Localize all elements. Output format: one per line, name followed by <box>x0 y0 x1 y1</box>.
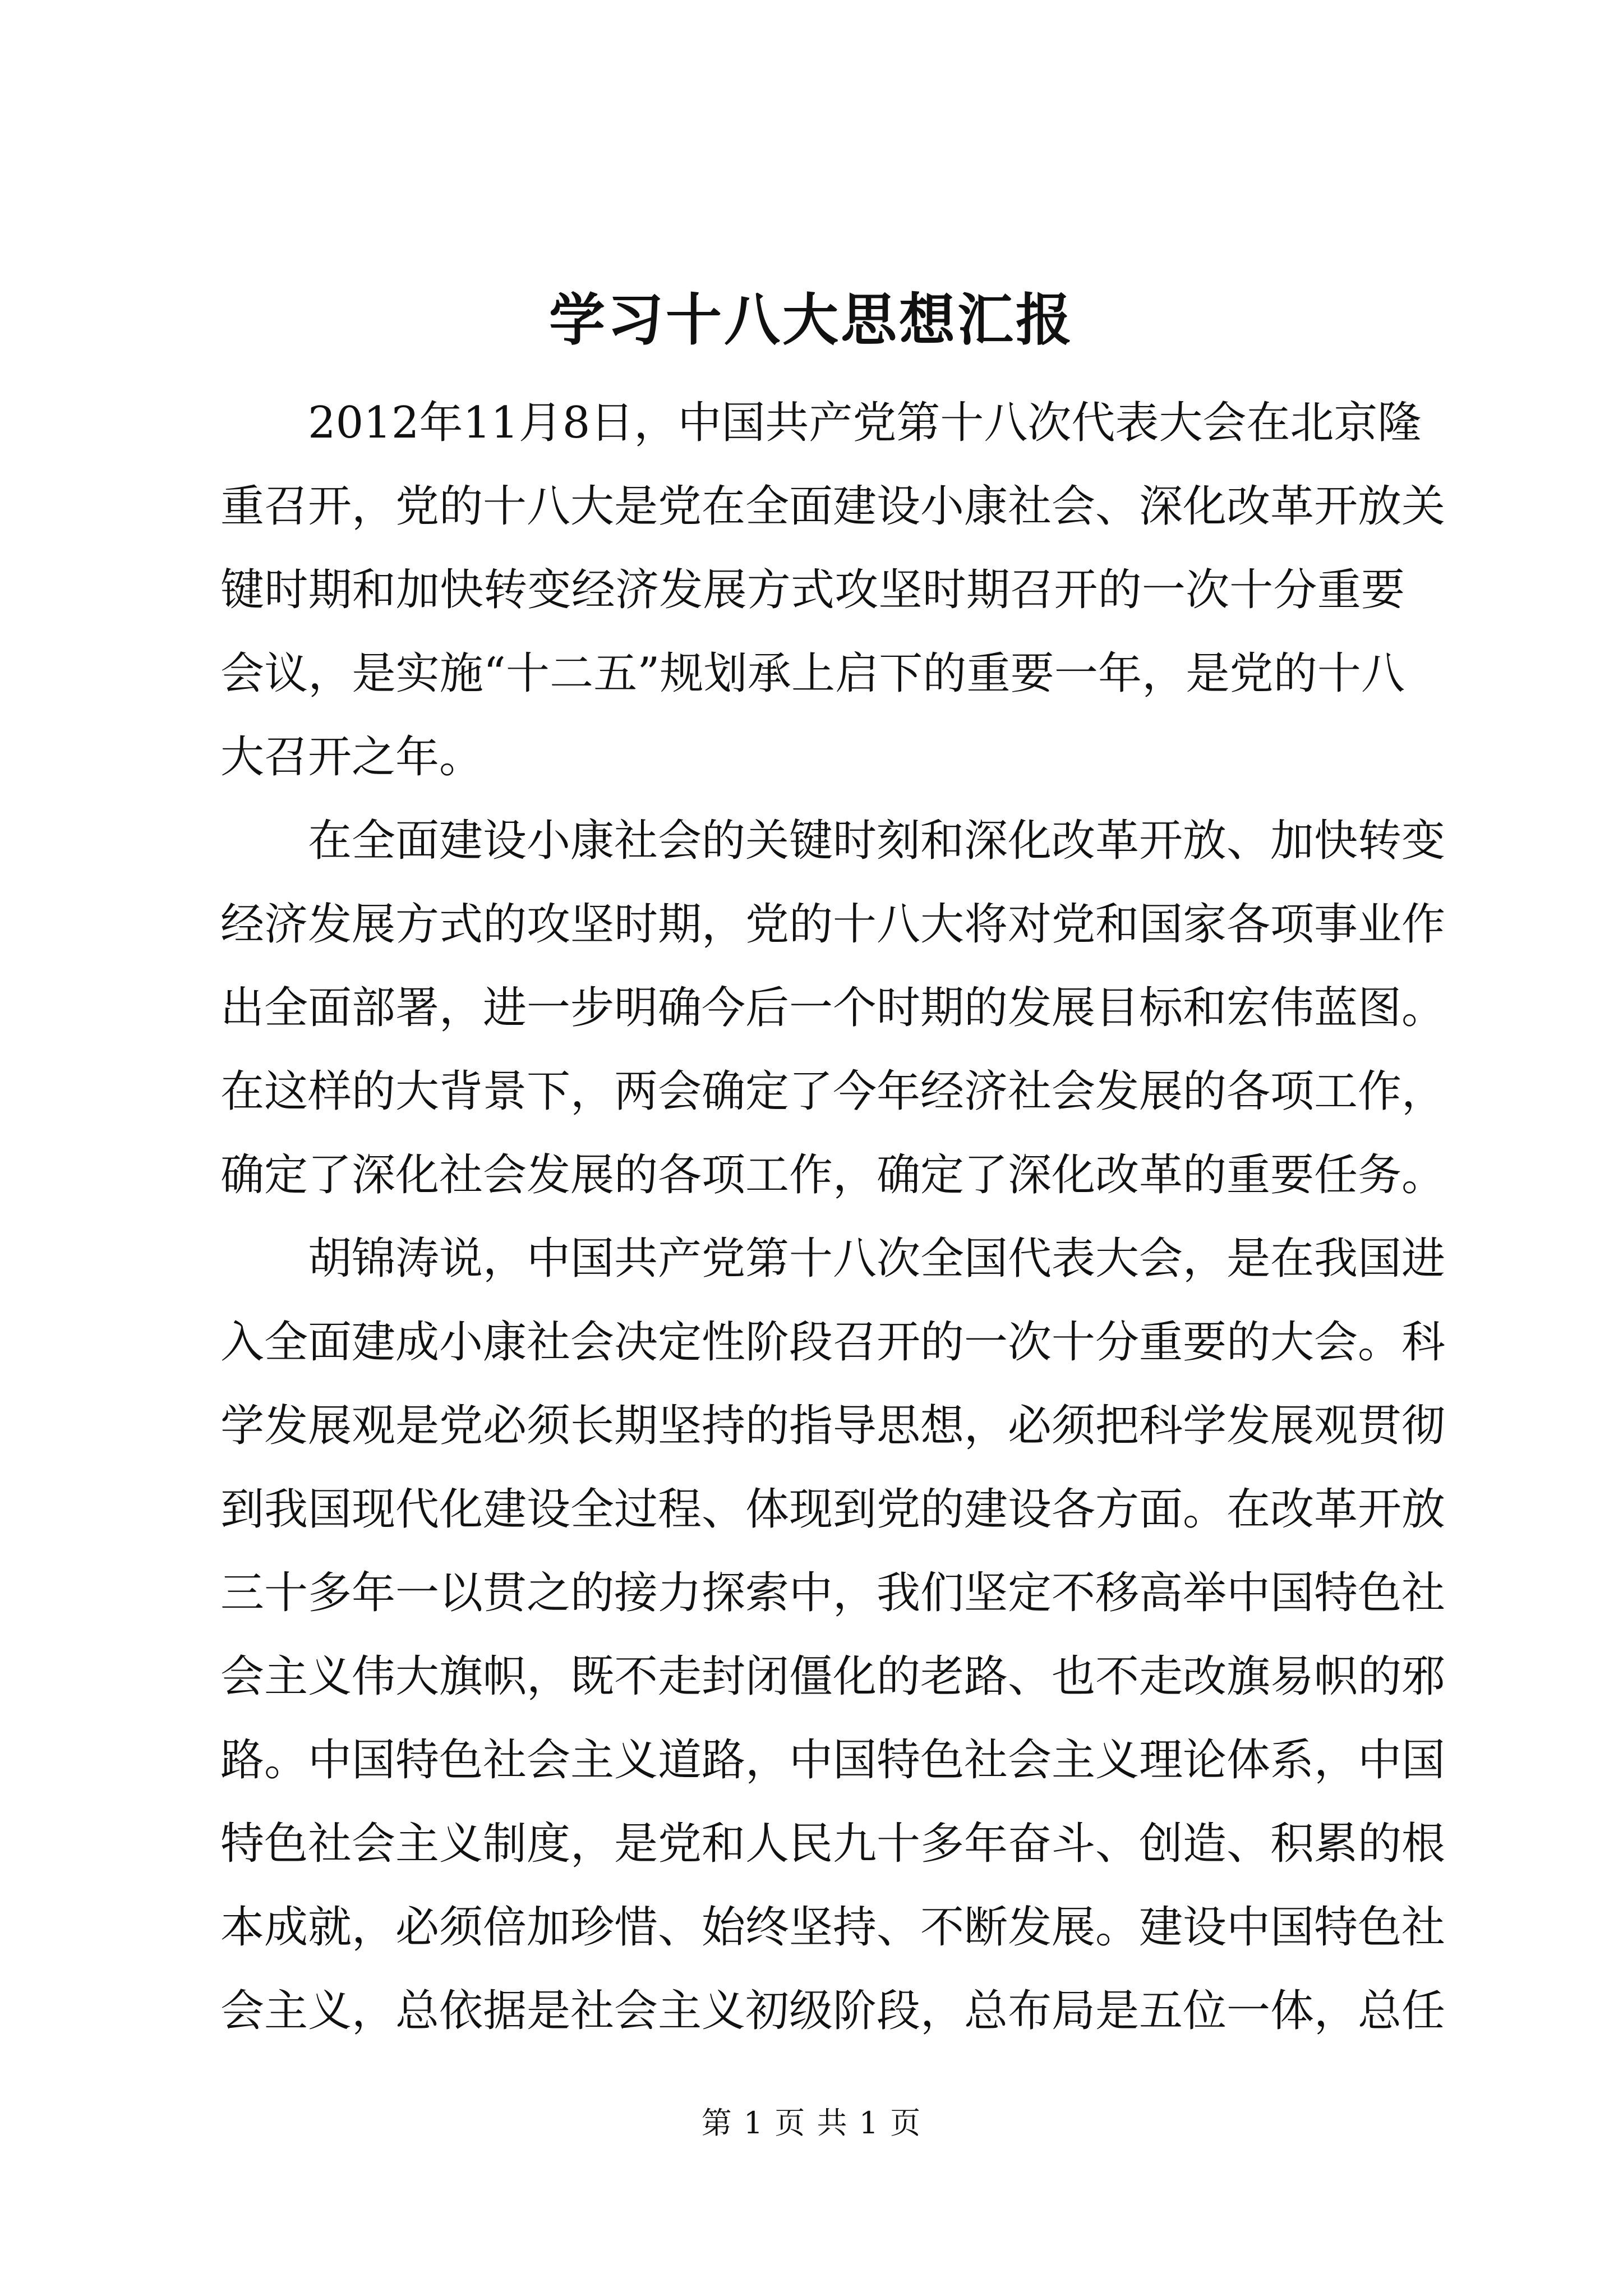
document-body <box>220 381 1446 2053</box>
body-line: 键时期和加快转变经济发展方式攻坚时期召开的一次十分重要 <box>220 565 1405 615</box>
page-footer: 第 1 页 共 1 页 <box>701 2105 922 2141</box>
body-line: 学发展观是党必须长期坚持的指导思想，必须把科学发展观贯彻 <box>220 1401 1446 1451</box>
body-line: 大召开之年。 <box>220 732 483 783</box>
body-line: 在这样的大背景下，两会确定了今年经济社会发展的各项工作， <box>220 1066 1446 1117</box>
body-line: 本成就，必须倍加珍惜、始终坚持、不断发展。建设中国特色社 <box>220 1902 1446 1953</box>
body-line: 路。中国特色社会主义道路，中国特色社会主义理论体系，中国 <box>220 1735 1446 1786</box>
document-title: 学习十八大思想汇报 <box>549 287 1074 353</box>
body-line: 会主义伟大旗帜，既不走封闭僵化的老路、也不走改旗易帜的邪 <box>220 1651 1446 1702</box>
body-line: 特色社会主义制度，是党和人民九十多年奋斗、创造、积累的根 <box>220 1819 1446 1869</box>
body-line: 胡锦涛说，中国共产党第十八次全国代表大会，是在我国进 <box>220 1234 1446 1284</box>
body-line: 三十多年一以贯之的接力探索中，我们坚定不移高举中国特色社 <box>220 1568 1446 1618</box>
body-line: 重召开，党的十八大是党在全面建设小康社会、深化改革开放关 <box>220 481 1446 532</box>
body-line: 确定了深化社会发展的各项工作，确定了深化改革的重要任务。 <box>220 1150 1446 1200</box>
body-line: 到我国现代化建设全过程、体现到党的建设各方面。在改革开放 <box>220 1484 1446 1535</box>
body-line: 会主义，总依据是社会主义初级阶段，总布局是五位一体，总任 <box>220 1986 1446 2036</box>
body-line: 出全面部署，进一步明确今后一个时期的发展目标和宏伟蓝图。 <box>220 983 1446 1033</box>
body-line: 2012年11月8日，中国共产党第十八次代表大会在北京隆 <box>220 398 1422 448</box>
body-line: 在全面建设小康社会的关键时刻和深化改革开放、加快转变 <box>220 816 1446 866</box>
body-line: 入全面建成小康社会决定性阶段召开的一次十分重要的大会。科 <box>220 1317 1446 1368</box>
body-line: 经济发展方式的攻坚时期，党的十八大将对党和国家各项事业作 <box>220 899 1446 950</box>
body-line: 会议，是实施“十二五”规划承上启下的重要一年，是党的十八 <box>220 648 1405 699</box>
